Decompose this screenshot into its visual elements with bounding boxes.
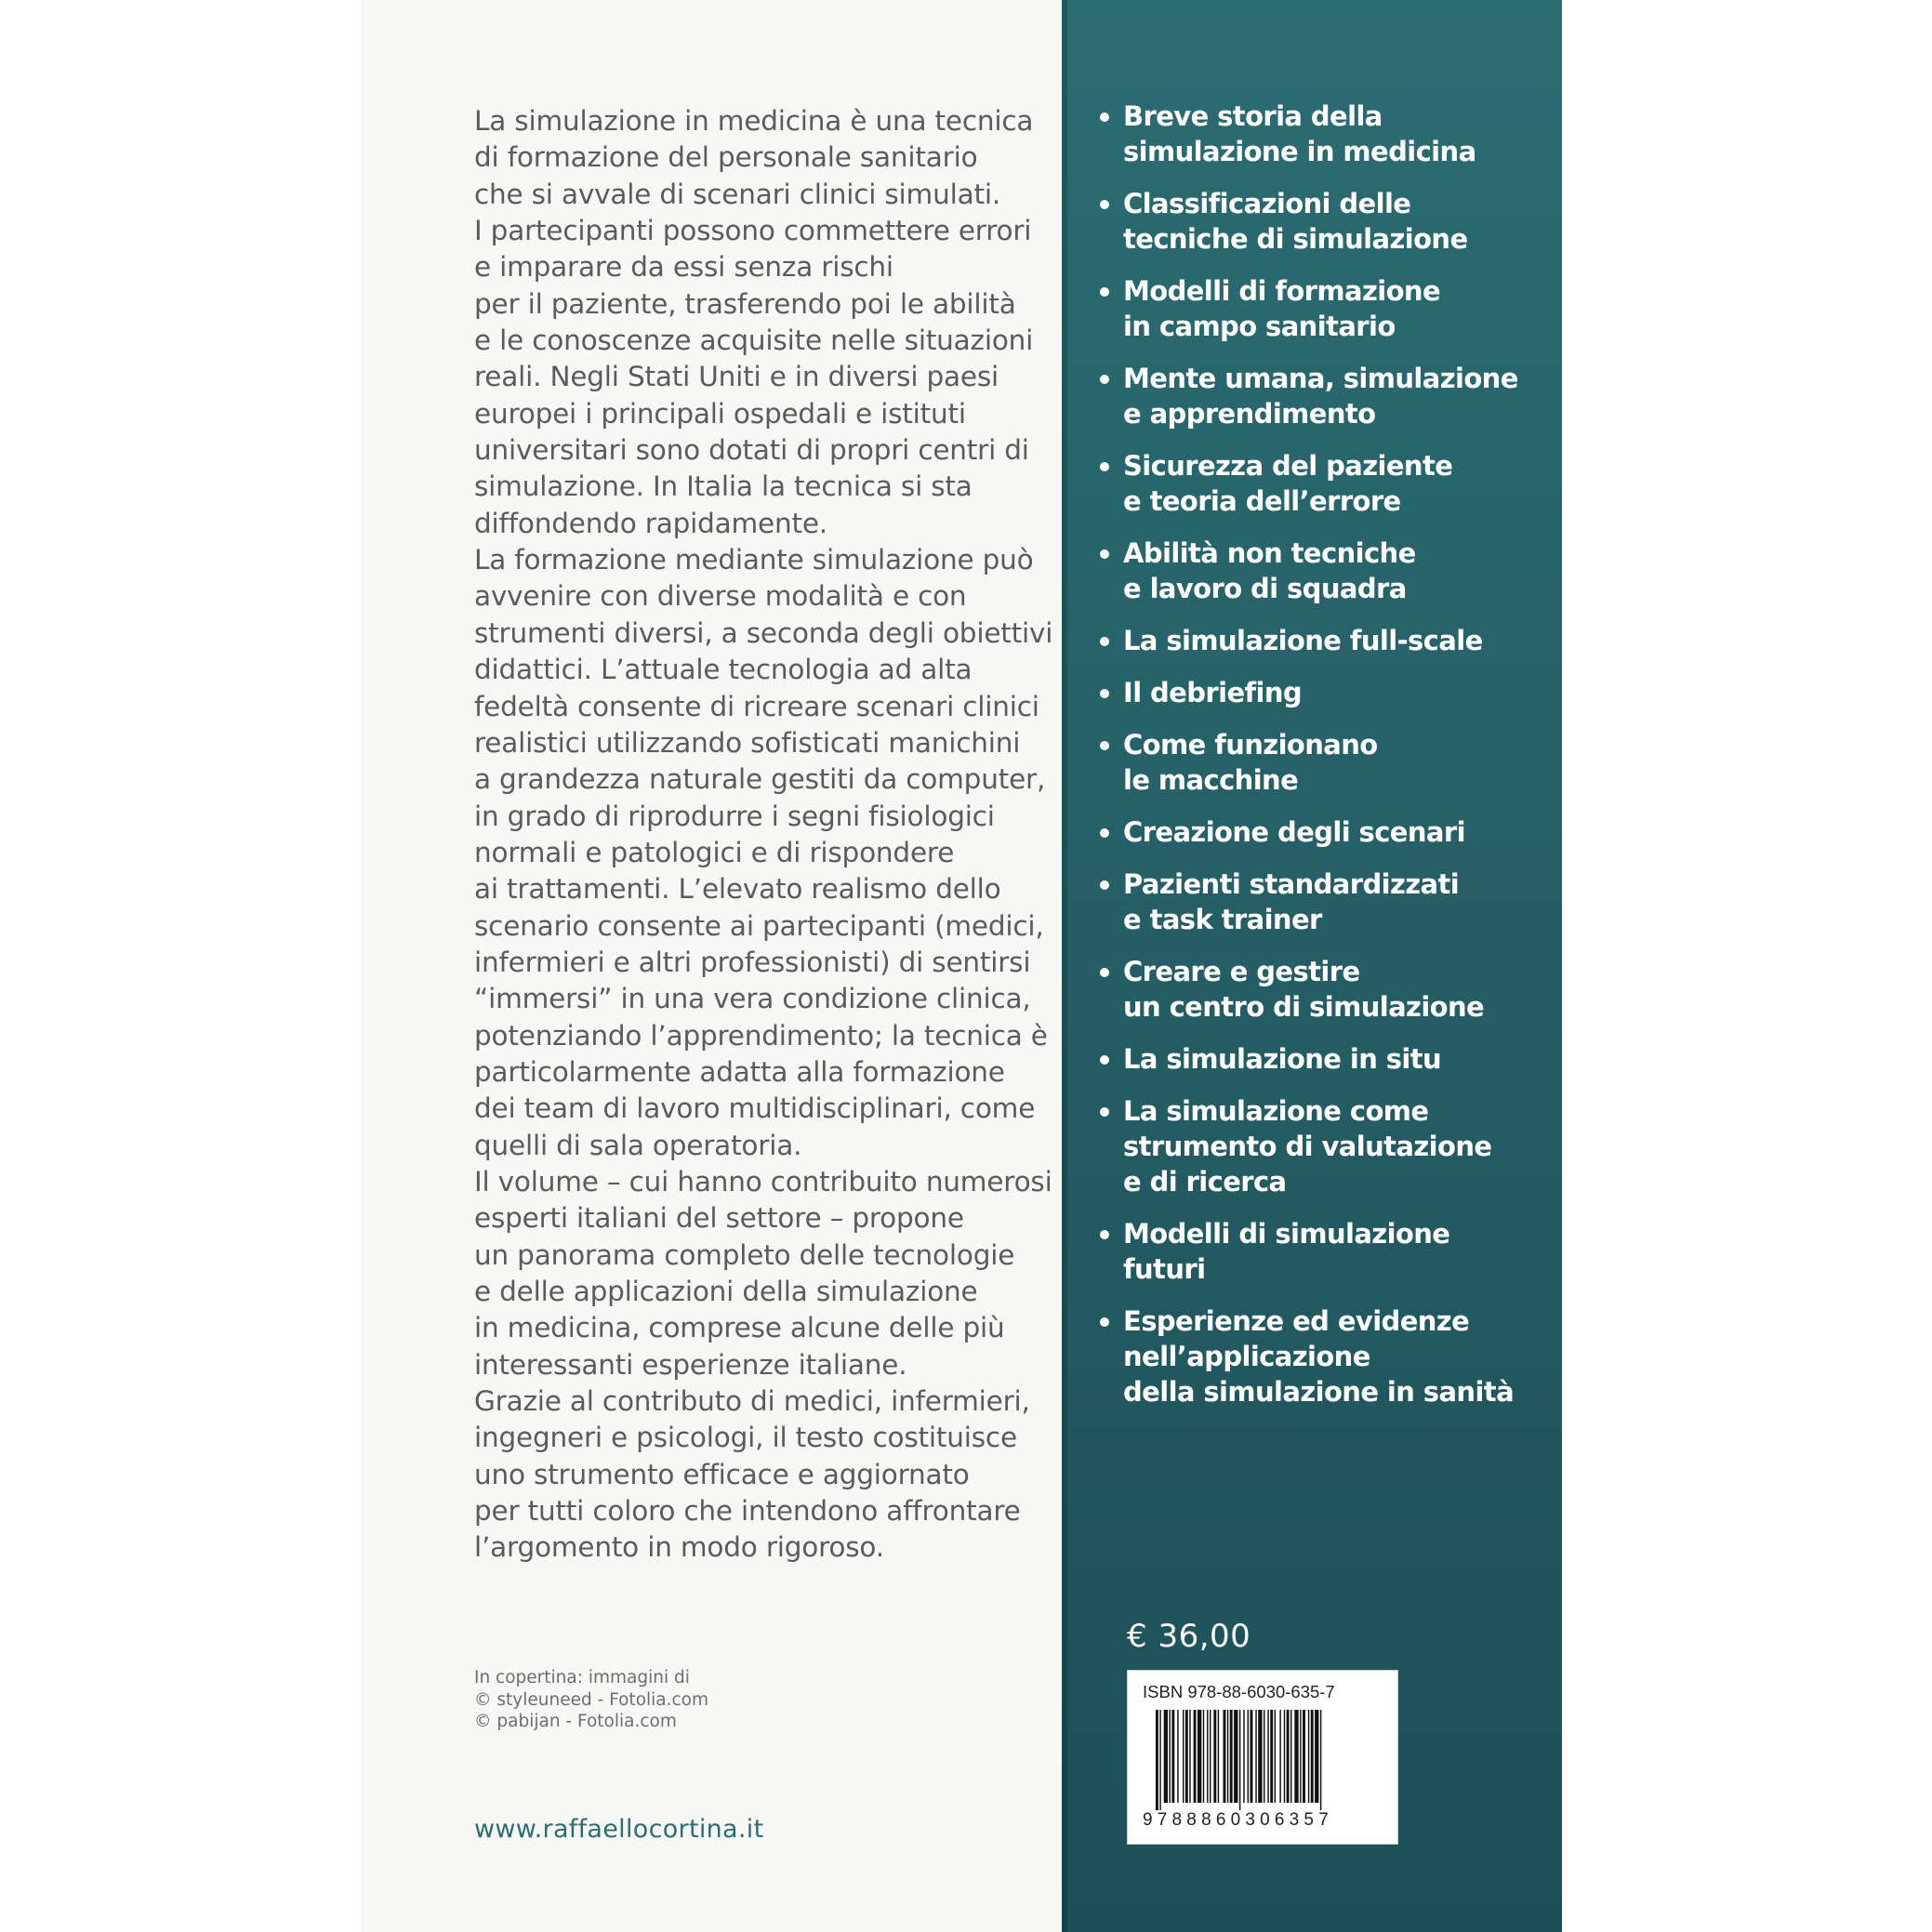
bullet-icon <box>1100 1230 1109 1239</box>
blurb-line: normali e patologici e di rispondere <box>474 836 955 868</box>
barcode-bar <box>1213 1710 1216 1803</box>
contents-item <box>1097 361 1562 431</box>
bullet-icon <box>1100 462 1109 471</box>
contents-item-line: Classificazioni delle <box>1123 188 1411 219</box>
blurb-line: scenario consente ai partecipanti (medici, <box>474 909 1044 942</box>
blurb-text <box>474 103 1051 1567</box>
barcode-digits: 9788860306357 <box>1143 1810 1333 1830</box>
contents-item <box>1097 536 1562 606</box>
contents-item <box>1097 954 1562 1025</box>
blurb-line: esperti italiani del settore – propone <box>474 1202 964 1235</box>
contents-item-line: e apprendimento <box>1123 398 1376 430</box>
blurb-line: uno strumento efficace e aggiornato <box>474 1458 970 1490</box>
bullet-icon <box>1100 968 1109 977</box>
blurb-line: a grandezza naturale gestiti da computer, <box>474 763 1046 796</box>
contents-item <box>1097 273 1562 344</box>
barcode-bar <box>1198 1710 1201 1803</box>
barcode-bar <box>1170 1710 1171 1803</box>
barcode-bar <box>1224 1710 1226 1803</box>
barcode-bar <box>1315 1710 1318 1803</box>
blurb-line: simulazione. In Italia la tecnica si sta <box>474 470 973 503</box>
blurb-line: per il paziente, trasferendo poi le abilità <box>474 287 1016 320</box>
blurb-line: I partecipanti possono commettere errori <box>474 215 1032 247</box>
barcode-bar <box>1255 1710 1256 1803</box>
contents-item <box>1097 623 1562 658</box>
barcode-bar <box>1303 1710 1305 1803</box>
bullet-icon <box>1100 287 1109 297</box>
blurb-line: quelli di sala operatoria. <box>474 1129 802 1161</box>
blurb-line: avvenire con diverse modalità e con <box>474 580 967 613</box>
blurb-line: e le conoscenze acquisite nelle situazioni <box>474 324 1034 357</box>
barcode-bar <box>1279 1710 1280 1803</box>
contents-item-line: futuri <box>1123 1253 1206 1285</box>
contents-item <box>1097 186 1562 257</box>
blurb-line: “immersi” in una vera condizione clinica, <box>474 983 1031 1015</box>
credit-line: In copertina: immagini di <box>474 1668 690 1687</box>
contents-item-line: simulazione in medicina <box>1123 136 1476 167</box>
barcode-bar <box>1183 1710 1184 1803</box>
barcode-bar <box>1156 1710 1158 1810</box>
contents-item <box>1097 675 1562 710</box>
credit-line: © pabijan - Fotolia.com <box>474 1712 677 1731</box>
contents-item-line: La simulazione in situ <box>1123 1043 1442 1075</box>
contents-item-line: Modelli di formazione <box>1123 275 1441 307</box>
contents-item-line: Breve storia della <box>1123 100 1383 132</box>
contents-item-line: La simulazione full-scale <box>1123 625 1483 656</box>
bullet-icon <box>1100 741 1109 750</box>
contents-item <box>1097 727 1562 798</box>
contents-item <box>1097 1216 1562 1287</box>
barcode-bar <box>1159 1710 1160 1810</box>
bullet-icon <box>1100 828 1109 838</box>
isbn-label: ISBN 978-88-6030-635-7 <box>1143 1682 1335 1701</box>
barcode-bar <box>1320 1710 1321 1810</box>
contents-item-line: Sicurezza del paziente <box>1123 450 1453 482</box>
bullet-icon <box>1100 1107 1109 1117</box>
contents-item-line: Come funzionano <box>1123 729 1378 761</box>
bullet-icon <box>1100 375 1109 384</box>
blurb-line: La formazione mediante simulazione può <box>474 544 1034 576</box>
blurb-line: e imparare da essi senza rischi <box>474 251 893 284</box>
blurb-line: ingegneri e psicologi, il testo costituisce <box>474 1422 1017 1454</box>
barcode-bar <box>1210 1710 1211 1803</box>
blurb-line: didattici. L’attuale tecnologia ad alta <box>474 654 973 686</box>
barcode-bar <box>1270 1710 1273 1803</box>
barcode-bar <box>1243 1710 1244 1803</box>
barcode-bar <box>1311 1710 1314 1803</box>
contents-item-line: tecniche di simulazione <box>1123 223 1468 255</box>
contents-item-line: e di ricerca <box>1123 1166 1287 1198</box>
barcode-icon <box>1156 1710 1370 1810</box>
barcode-bar <box>1194 1710 1197 1803</box>
contents-item-line: Abilità non tecniche <box>1123 537 1416 569</box>
credit-line: © styleuneed - Fotolia.com <box>474 1689 709 1710</box>
price-label: € 36,00 <box>1127 1618 1251 1655</box>
contents-item <box>1097 1303 1562 1409</box>
barcode-bar <box>1171 1710 1174 1803</box>
blurb-line: diffondendo rapidamente. <box>474 507 827 539</box>
blurb-line: Il volume – cui hanno contribuito numerosi <box>474 1165 1052 1198</box>
blurb-line: fedeltà consente di ricreare scenari clinici <box>474 690 1039 722</box>
blurb-line: per tutti coloro che intendono affrontare <box>474 1495 1021 1528</box>
barcode-bar <box>1164 1710 1168 1803</box>
barcode-bar <box>1290 1710 1291 1803</box>
contents-item-line: Mente umana, simulazione <box>1123 363 1518 394</box>
contents-item-line: Pazienti standardizzati <box>1123 868 1460 900</box>
barcode-bar <box>1251 1710 1253 1803</box>
barcode-bar <box>1294 1710 1298 1803</box>
blurb-line: Grazie al contributo di medici, infermieri, <box>474 1385 1030 1418</box>
contents-item-line: Modelli di simulazione <box>1123 1218 1450 1250</box>
contents-item <box>1097 1041 1562 1077</box>
contents-item-line: Creazione degli scenari <box>1123 816 1465 848</box>
blurb-line: strumenti diversi, a seconda degli obiettivi <box>474 616 1053 649</box>
contents-item-line: Il debriefing <box>1123 677 1303 708</box>
cover-image-credits <box>474 1667 708 1733</box>
blurb-line: europei i principali ospedali e istituti <box>474 397 966 430</box>
barcode-bar <box>1287 1710 1290 1803</box>
blurb-line: che si avvale di scenari clinici simulati. <box>474 178 1001 210</box>
blurb-line: di formazione del personale sanitario <box>474 141 978 174</box>
blurb-line: interessanti esperienze italiane. <box>474 1348 907 1381</box>
blurb-line: dei team di lavoro multidisciplinari, come <box>474 1092 1036 1125</box>
blurb-line: universitari sono dotati di propri centri di <box>474 434 1029 467</box>
bullet-icon <box>1100 200 1109 209</box>
barcode-bar <box>1230 1710 1233 1803</box>
contents-item <box>1097 99 1562 169</box>
barcode-bar <box>1239 1710 1240 1810</box>
barcode-bar <box>1177 1710 1178 1803</box>
bullet-icon <box>1100 880 1109 890</box>
contents-list <box>1097 99 1562 1426</box>
barcode-bar <box>1248 1710 1249 1803</box>
contents-item-line: le macchine <box>1123 764 1299 796</box>
blurb-line: e delle applicazioni della simulazione <box>474 1276 978 1307</box>
blurb-line: infermieri e altri professionisti) di sentirsi <box>474 946 1031 978</box>
bullet-icon <box>1100 549 1109 559</box>
contents-item-line: Creare e gestire <box>1123 956 1360 987</box>
barcode-bar <box>1275 1710 1276 1803</box>
barcode-bar <box>1207 1710 1208 1803</box>
barcode-bar <box>1234 1710 1237 1803</box>
blurb-line: in grado di riprodurre i segni fisiologici <box>474 800 995 832</box>
barcode-bar <box>1203 1710 1204 1803</box>
contents-item <box>1097 867 1562 937</box>
blurb-line: La simulazione in medicina è una tecnica <box>474 105 1034 137</box>
barcode-bar <box>1284 1710 1285 1803</box>
contents-item-line: in campo sanitario <box>1123 311 1396 342</box>
contents-item-line: e task trainer <box>1123 904 1322 935</box>
barcode-bar <box>1300 1710 1301 1803</box>
barcode-bar <box>1189 1710 1190 1803</box>
bullet-icon <box>1100 1317 1109 1327</box>
blurb-line: reali. Negli Stati Uniti e in diversi paesi <box>474 361 999 393</box>
bullet-icon <box>1100 1055 1109 1065</box>
contents-item <box>1097 814 1562 850</box>
bullet-icon <box>1100 689 1109 698</box>
bullet-icon <box>1100 637 1109 646</box>
contents-item-line: La simulazione come <box>1123 1095 1429 1127</box>
barcode-bar <box>1227 1710 1228 1803</box>
isbn-barcode <box>1127 1670 1398 1845</box>
contents-item-line: della simulazione in sanità <box>1123 1376 1515 1408</box>
publisher-website[interactable]: www.raffaellocortina.it <box>474 1815 764 1844</box>
blurb-line: un panorama completo delle tecnologie <box>474 1238 1015 1271</box>
contents-item-line: e teoria dell’errore <box>1123 485 1401 517</box>
blurb-line: l’argomento in modo rigoroso. <box>474 1531 884 1564</box>
blurb-line: in medicina, comprese alcune delle più <box>474 1312 1005 1344</box>
contents-item-line: e lavoro di squadra <box>1123 573 1407 604</box>
blurb-line: realistici utilizzando sofisticati manichini <box>474 726 1021 759</box>
barcode-bar <box>1258 1710 1262 1803</box>
contents-item-line: nell’applicazione <box>1123 1341 1370 1372</box>
blurb-line: potenziando l’apprendimento; la tecnica è <box>474 1019 1048 1052</box>
contents-item <box>1097 448 1562 519</box>
contents-item-line: Esperienze ed evidenze <box>1123 1305 1470 1337</box>
contents-item-line: un centro di simulazione <box>1123 991 1485 1023</box>
barcode-bar <box>1185 1710 1188 1803</box>
blurb-line: ai trattamenti. L’elevato realismo dello <box>474 873 1001 906</box>
barcode-bar <box>1218 1710 1219 1803</box>
barcode-bar <box>1308 1710 1309 1803</box>
bullet-icon <box>1100 112 1109 122</box>
contents-item <box>1097 1093 1562 1199</box>
contents-item-line: strumento di valutazione <box>1123 1131 1492 1162</box>
barcode-bar <box>1267 1710 1268 1803</box>
blurb-line: particolarmente adatta alla formazione <box>474 1055 1005 1088</box>
